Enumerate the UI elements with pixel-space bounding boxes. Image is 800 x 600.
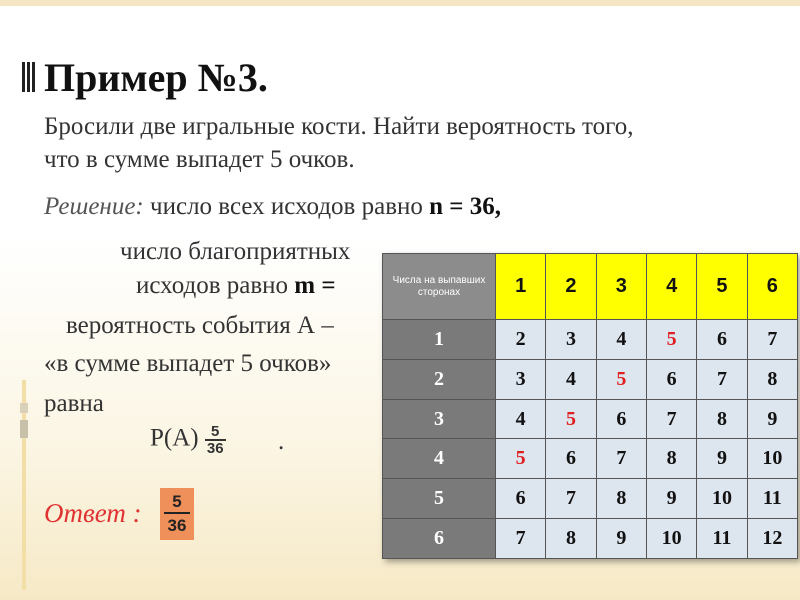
table-row: [383, 399, 798, 439]
fraction-numerator: 5: [205, 424, 226, 441]
table-cell: 7: [596, 439, 646, 479]
table-cell: 3: [496, 359, 546, 399]
table-corner-header: Числа на выпавших сторонах: [383, 254, 496, 320]
pa-label: P(A): [150, 424, 199, 452]
left-decoration: [20, 403, 28, 413]
table-row: [383, 519, 798, 559]
column-header: 3: [596, 254, 646, 320]
table-cell: 8: [546, 519, 596, 559]
favorable-line-2: [136, 272, 336, 300]
solution-text: число всех исходов равно: [143, 193, 430, 220]
table-cell: 8: [697, 399, 747, 439]
probability-fraction: [205, 424, 226, 456]
favorable-m: m =: [294, 272, 336, 299]
title-bars-icon: [22, 62, 36, 92]
table-cell: 6: [496, 479, 546, 519]
fraction-denominator: 36: [206, 440, 224, 457]
favorable-text: исходов равно: [136, 272, 295, 299]
table-cell: 8: [747, 359, 797, 399]
row-header: 3: [383, 399, 496, 439]
table-row: [383, 320, 798, 360]
table-cell: 10: [646, 519, 696, 559]
table-cell: 9: [697, 439, 747, 479]
table-cell: 7: [546, 479, 596, 519]
table-cell: 6: [546, 439, 596, 479]
problem-line-1: Бросили две игральные кости. Найти вероятность того,: [44, 113, 634, 140]
column-header: 6: [747, 254, 797, 320]
favorable-line-1: число благоприятных: [120, 238, 351, 265]
table-cell: 5: [496, 439, 546, 479]
row-header: 6: [383, 519, 496, 559]
column-header: 1: [496, 254, 546, 320]
probability-formula: [150, 424, 226, 456]
problem-line-2: что в сумме выпадет 5 очков.: [44, 146, 355, 173]
table-cell: 10: [697, 479, 747, 519]
table-cell: 6: [646, 359, 696, 399]
table-cell: 7: [747, 320, 797, 360]
probability-line-2: «в сумме выпадет 5 очков»: [44, 350, 332, 377]
probability-line-3: равна: [44, 390, 104, 417]
table-cell: 11: [697, 519, 747, 559]
table-cell: 4: [546, 359, 596, 399]
column-header: 2: [546, 254, 596, 320]
row-header: 2: [383, 359, 496, 399]
table-cell: 12: [747, 519, 797, 559]
table-row: [383, 439, 798, 479]
problem-statement: [44, 110, 800, 176]
slide-title: Пример №3.: [44, 55, 268, 100]
table-cell: 6: [596, 399, 646, 439]
table-cell: 7: [646, 399, 696, 439]
table-cell: 8: [596, 479, 646, 519]
row-header: 1: [383, 320, 496, 360]
column-header: 4: [646, 254, 696, 320]
outcomes-table: [382, 253, 798, 559]
table-cell: 5: [596, 359, 646, 399]
table-cell: 4: [496, 399, 546, 439]
table-cell: 10: [747, 439, 797, 479]
left-decoration: [20, 420, 28, 438]
table-row: [383, 479, 798, 519]
table-cell: 6: [697, 320, 747, 360]
slide-top-border: [0, 0, 800, 6]
table-cell: 4: [596, 320, 646, 360]
solution-n: n = 36,: [429, 193, 502, 220]
table-cell: 5: [546, 399, 596, 439]
table-cell: 7: [496, 519, 546, 559]
formula-period: .: [278, 428, 285, 455]
column-header: 5: [697, 254, 747, 320]
table-header-row: [383, 254, 798, 320]
table-cell: 9: [747, 399, 797, 439]
table-cell: 7: [697, 359, 747, 399]
table-cell: 9: [646, 479, 696, 519]
probability-line-1: вероятность события А –: [66, 312, 334, 339]
solution-line: [44, 193, 501, 221]
table-cell: 2: [496, 320, 546, 360]
answer-fraction: [160, 488, 194, 540]
table-cell: 9: [596, 519, 646, 559]
row-header: 5: [383, 479, 496, 519]
table-cell: 11: [747, 479, 797, 519]
table-row: [383, 359, 798, 399]
table-cell: 3: [546, 320, 596, 360]
table-cell: 5: [646, 320, 696, 360]
answer-denominator: 36: [167, 516, 187, 535]
table-cell: 8: [646, 439, 696, 479]
answer-label: Ответ :: [44, 498, 142, 528]
answer-numerator: 5: [164, 488, 190, 514]
dice-sum-table: [382, 253, 798, 559]
solution-label: Решение:: [44, 193, 144, 220]
row-header: 4: [383, 439, 496, 479]
